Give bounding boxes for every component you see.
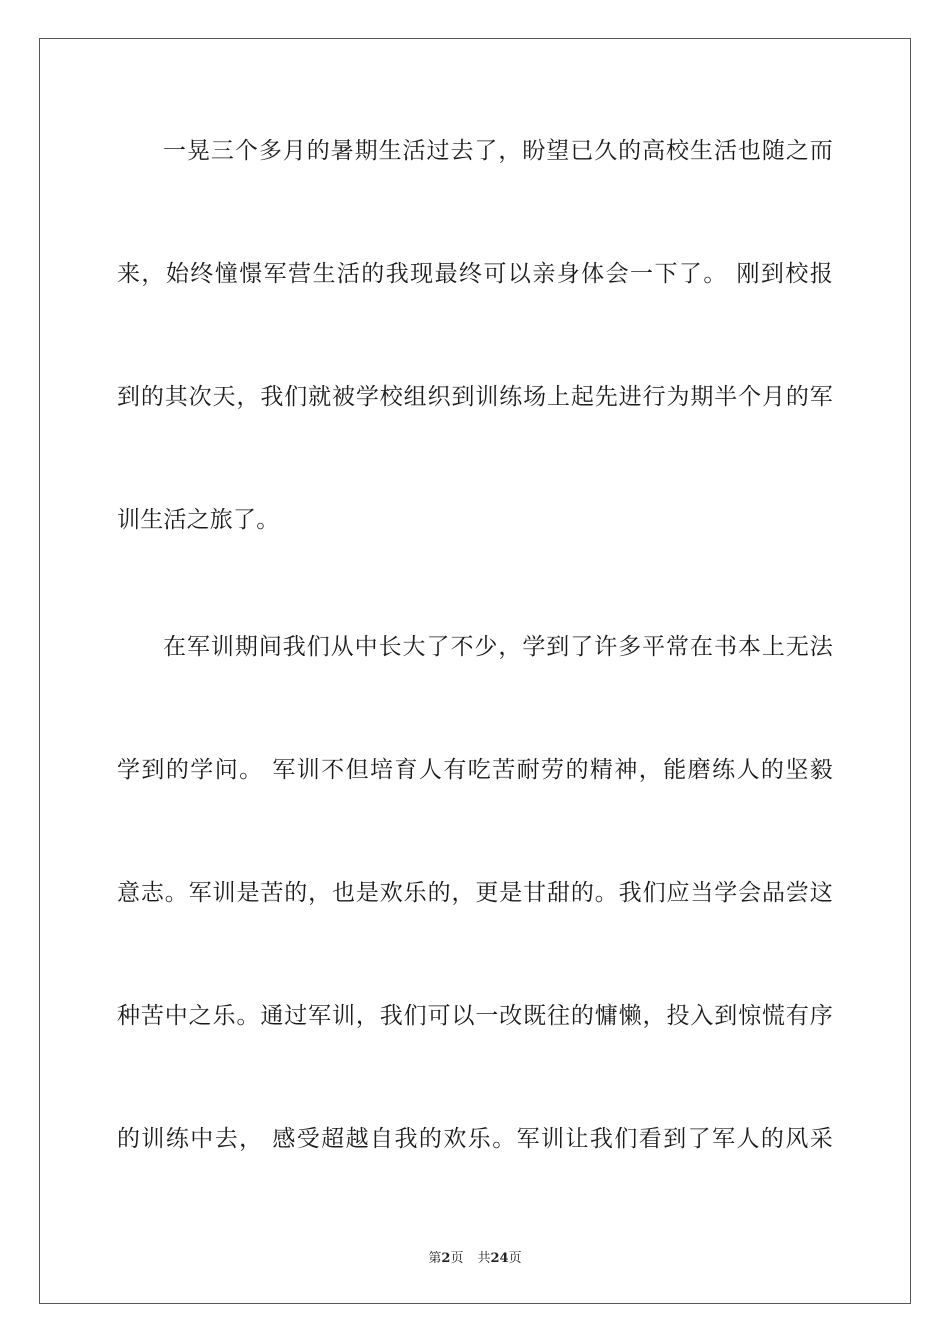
current-page-number: 2: [441, 1251, 451, 1266]
paragraph-2-line-2: 学到的学问。 军训不但培育人有吃苦耐劳的精神，能磨练人的坚毅: [117, 757, 833, 783]
total-pages-number: 24: [490, 1251, 509, 1266]
paragraph-2-line-1: 在军训期间我们从中长大了不少，学到了许多平常在书本上无法: [163, 634, 833, 660]
page-footer: [0, 1247, 950, 1266]
total-suffix: 页: [508, 1251, 522, 1266]
total-prefix: 共: [477, 1251, 491, 1266]
paragraph-1-line-2: 来，始终憧憬军营生活的我现最终可以亲身体会一下了。 刚到校报: [117, 261, 833, 287]
paragraph-2-line-5: 的训练中去， 感受超越自我的欢乐。军训让我们看到了军人的风采: [117, 1126, 833, 1152]
paragraph-1-line-4: 训生活之旅了。: [117, 507, 280, 533]
page-border: [39, 38, 911, 1304]
paragraph-2-line-4: 种苦中之乐。通过军训，我们可以一改既往的慵懒，投入到惊慌有序: [117, 1003, 833, 1029]
page-suffix: 页: [450, 1251, 464, 1266]
paragraph-2-line-3: 意志。军训是苦的，也是欢乐的，更是甘甜的。我们应当学会品尝这: [117, 880, 833, 906]
paragraph-1-line-1: 一晃三个多月的暑期生活过去了，盼望已久的高校生活也随之而: [163, 138, 833, 164]
paragraph-1-line-3: 到的其次天，我们就被学校组织到训练场上起先进行为期半个月的军: [117, 384, 833, 410]
page-prefix: 第: [428, 1251, 442, 1266]
